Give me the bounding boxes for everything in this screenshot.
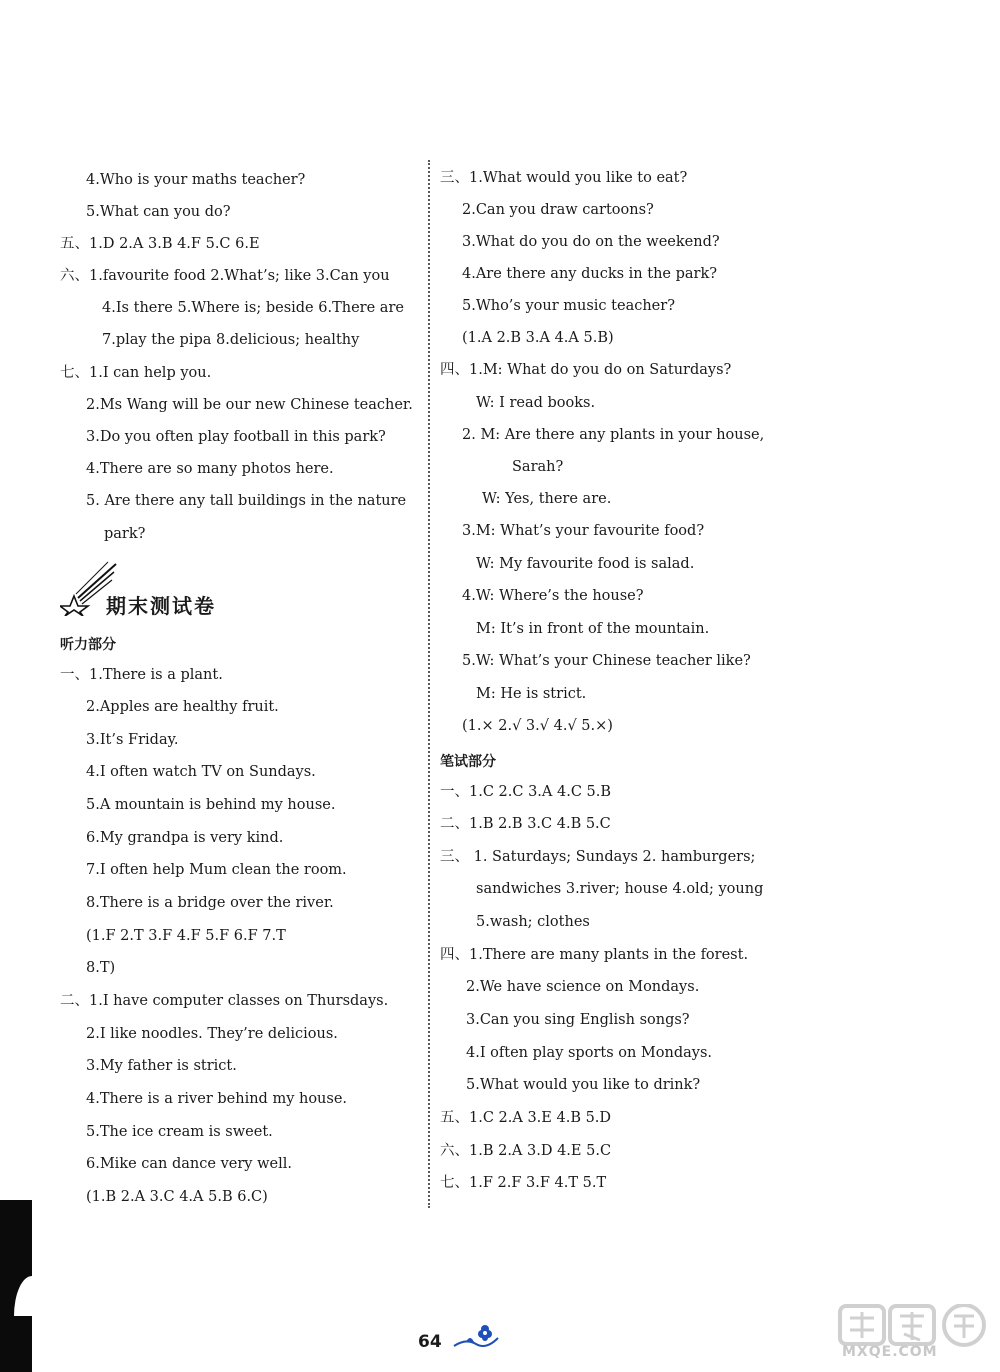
answer-line: 3.Can you sing English songs? bbox=[466, 1012, 690, 1028]
watermark-text: MXQE.COM bbox=[842, 1344, 938, 1360]
answer-line: 5.What can you do? bbox=[86, 204, 231, 220]
answer-line: 4.Is there 5.Where is; beside 6.There are bbox=[102, 300, 404, 316]
answer-line: 5. Are there any tall buildings in the nature bbox=[86, 493, 407, 509]
answer-line: 6.Mike can dance very well. bbox=[86, 1156, 292, 1172]
answer-line: 4.There are so many photos here. bbox=[86, 461, 334, 477]
answer-line: 六、1.B 2.A 3.D 4.E 5.C bbox=[440, 1143, 612, 1159]
answer-line: 7.I often help Mum clean the room. bbox=[86, 862, 347, 878]
page-number: 64 bbox=[418, 1332, 442, 1352]
answer-line: 3.My father is strict. bbox=[86, 1058, 237, 1074]
answer-line: 2.I like noodles. They’re delicious. bbox=[86, 1026, 338, 1042]
answer-line: 四、1.There are many plants in the forest. bbox=[440, 947, 749, 963]
answer-line: (1.× 2.√ 3.√ 4.√ 5.×) bbox=[462, 718, 613, 734]
answer-line: 3.It’s Friday. bbox=[86, 732, 179, 748]
answer-line: W: I read books. bbox=[476, 395, 596, 411]
answer-line: 4.W: Where’s the house? bbox=[462, 588, 644, 604]
answer-line: 五、1.D 2.A 3.B 4.F 5.C 6.E bbox=[60, 236, 260, 252]
answer-line: 5.The ice cream is sweet. bbox=[86, 1124, 273, 1140]
answer-line: (1.F 2.T 3.F 4.F 5.F 6.F 7.T bbox=[86, 928, 286, 944]
answer-line: 4.Are there any ducks in the park? bbox=[462, 266, 718, 282]
answer-line: 三、 1. Saturdays; Sundays 2. hamburgers; bbox=[440, 849, 756, 865]
listening-heading: 听力部分 bbox=[60, 637, 116, 653]
answer-line: 3.What do you do on the weekend? bbox=[462, 234, 720, 250]
answer-line: 5.W: What’s your Chinese teacher like? bbox=[462, 653, 751, 669]
answer-line: M: It’s in front of the mountain. bbox=[476, 621, 710, 637]
answer-line: 一、1.C 2.C 3.A 4.C 5.B bbox=[440, 784, 612, 800]
answer-line: 4.I often play sports on Mondays. bbox=[466, 1045, 713, 1061]
answer-line: 4.I often watch TV on Sundays. bbox=[86, 764, 316, 780]
answer-line: 5.What would you like to drink? bbox=[466, 1077, 701, 1093]
answer-line: 一、1.There is a plant. bbox=[60, 667, 223, 683]
answer-line: 3.Do you often play football in this park? bbox=[86, 429, 386, 445]
answer-line: 二、1.I have computer classes on Thursdays. bbox=[60, 993, 389, 1009]
answer-line: 五、1.C 2.A 3.E 4.B 5.D bbox=[440, 1110, 612, 1126]
answer-line: 六、1.favourite food 2.What’s; like 3.Can you bbox=[60, 268, 390, 284]
answer-line: 七、1.F 2.F 3.F 4.T 5.T bbox=[440, 1175, 607, 1191]
flower-ornament-icon bbox=[452, 1324, 500, 1354]
answer-line: 四、1.M: What do you do on Saturdays? bbox=[440, 362, 732, 378]
answer-line: M: He is strict. bbox=[476, 686, 587, 702]
writing-heading: 笔试部分 bbox=[440, 754, 496, 770]
answer-line: 2.Apples are healthy fruit. bbox=[86, 699, 279, 715]
answer-line: 2. M: Are there any plants in your house, bbox=[462, 427, 765, 443]
answer-line: 5.wash; clothes bbox=[476, 914, 590, 930]
answer-line: W: Yes, there are. bbox=[482, 491, 612, 507]
answer-line: 二、1.B 2.B 3.C 4.B 5.C bbox=[440, 816, 611, 832]
answer-line: 三、1.What would you like to eat? bbox=[440, 170, 688, 186]
answer-line: 4.There is a river behind my house. bbox=[86, 1091, 348, 1107]
answer-line: 七、1.I can help you. bbox=[60, 365, 212, 381]
answer-line: W: My favourite food is salad. bbox=[476, 556, 695, 572]
answer-line: (1.B 2.A 3.C 4.A 5.B 6.C) bbox=[86, 1189, 268, 1205]
answer-line: 2.We have science on Mondays. bbox=[466, 979, 700, 995]
answer-line: 3.M: What’s your favourite food? bbox=[462, 523, 705, 539]
page-edge-tab bbox=[0, 1200, 32, 1372]
answer-line: 4.Who is your maths teacher? bbox=[86, 172, 306, 188]
answer-line: (1.A 2.B 3.A 4.A 5.B) bbox=[462, 330, 614, 346]
answer-line: 6.My grandpa is very kind. bbox=[86, 830, 284, 846]
answer-line: 5.A mountain is behind my house. bbox=[86, 797, 336, 813]
answer-line: 8.T) bbox=[86, 960, 116, 976]
answer-line: 8.There is a bridge over the river. bbox=[86, 895, 334, 911]
answer-line: 7.play the pipa 8.delicious; healthy bbox=[102, 332, 360, 348]
answer-line: park? bbox=[104, 526, 146, 542]
answer-line: 2.Ms Wang will be our new Chinese teacher. bbox=[86, 397, 413, 413]
section-title: 期末测试卷 bbox=[106, 594, 216, 618]
answer-line: 5.Who’s your music teacher? bbox=[462, 298, 675, 314]
column-divider bbox=[428, 160, 430, 1208]
answer-line: 2.Can you draw cartoons? bbox=[462, 202, 654, 218]
answer-line: Sarah? bbox=[512, 459, 564, 475]
answer-line: sandwiches 3.river; house 4.old; young bbox=[476, 881, 764, 897]
